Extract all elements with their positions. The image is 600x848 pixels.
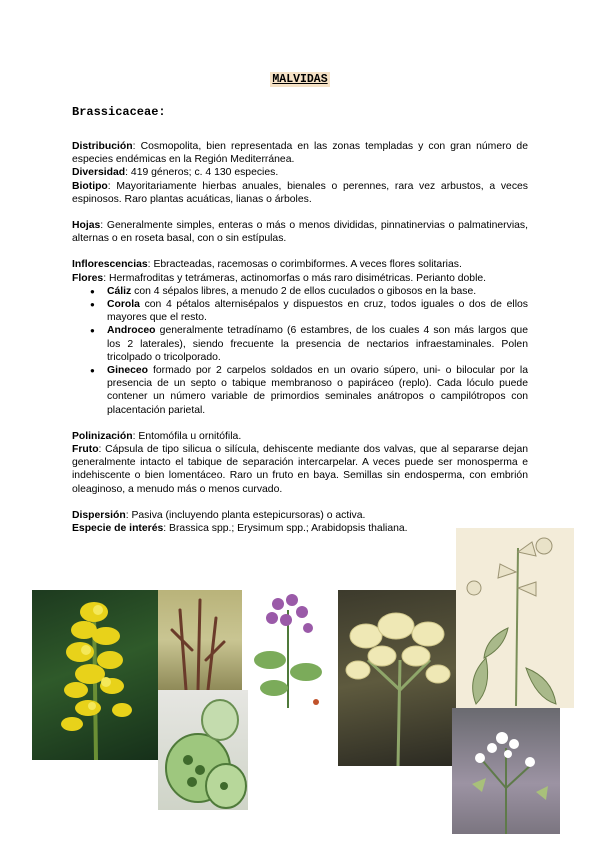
label-especie: Especie de interés (72, 523, 164, 535)
text-caliz: con 4 sépalos libres, a menudo 2 de ellos cuculados o gibosos en la base. (131, 285, 477, 297)
label-dispersion: Dispersión (72, 509, 126, 521)
paragraph-dispersion (72, 509, 528, 522)
photo-cream-flowers (338, 590, 456, 766)
page-title (0, 73, 600, 86)
text-fruto: : Cápsula de tipo silicua o silícula, dehiscente mediante dos valvas, que al separarse dejan generalmente intacto el tabique de separación intercarpelar. A veces puede ser monosperma e indehiscente o bien lomentáceo. Raro un fruto en baya. Semillas sin endosperma, con embrión oleaginoso, a menudo más o menos curvado. (72, 444, 528, 495)
text-androceo: generalmente tetradínamo (6 estambres, de los cuales 4 son más largos que los 2 laterales), siendo frecuente la presencia de nectarios infraestaminales. Polen tricolpado o tricolporado. (107, 325, 528, 363)
text-gineceo: formado por 2 carpelos soldados en un ovario súpero, uni- o bilocular por la presencia de un septo o tabique membranoso o papiráceo (replo). Cada lóculo puede contener un número variable de primordios seminales anátropos o campilótropos con placentación parietal. (107, 365, 528, 416)
photo-white-flowers (452, 708, 560, 834)
label-diversidad: Diversidad (72, 167, 126, 179)
list-item-corola (107, 298, 528, 324)
label-gineceo: Gineceo (107, 365, 148, 377)
paragraph-diversidad (72, 166, 528, 179)
text-biotipo: : Mayoritariamente hierbas anuales, bienales o perennes, rara vez arbustos, a veces espinosos. Raro plantas acuáticas, lianas o árboles. (72, 180, 528, 205)
paragraph-flores (72, 272, 528, 285)
text-polinizacion: : Entomófila u ornitófila. (132, 430, 242, 442)
photo-lunaria-pods (158, 690, 248, 810)
list-item-androceo (107, 324, 528, 364)
paragraph-hojas (72, 219, 528, 245)
family-heading: Brassicaceae: (72, 105, 166, 119)
label-hojas: Hojas (72, 220, 101, 232)
text-inflorescencias: : Ebracteadas, racemosas o corimbiformes. A veces flores solitarias. (147, 259, 462, 271)
label-corola: Corola (107, 299, 140, 311)
text-diversidad: : 419 géneros; c. 4 130 especies. (125, 167, 279, 179)
label-fruto: Fruto (72, 444, 99, 456)
photo-siliques (158, 590, 242, 690)
label-caliz: Cáliz (107, 285, 132, 297)
label-distribucion: Distribución (72, 141, 133, 152)
label-biotipo: Biotipo (72, 180, 108, 192)
paragraph-fruto (72, 443, 528, 496)
label-androceo: Androceo (107, 325, 156, 337)
label-flores: Flores (72, 272, 104, 284)
illustration-botanical-plate (456, 528, 574, 708)
text-distribucion: : Cosmopolita, bien representada en las zonas templadas y con gran número de especies endémicas en la Región Mediterránea. (72, 141, 528, 166)
paragraph-biotipo (72, 180, 528, 206)
paragraph-distribucion (72, 140, 528, 166)
text-hojas: : Generalmente simples, enteras o más o menos divididas, pinnatinervias o palmatinervias, alternas o en roseta basal, con o sin estípulas. (72, 220, 528, 245)
illustration-purple-flowers (248, 590, 330, 710)
label-polinizacion: Polinización (72, 430, 133, 442)
list-item-caliz (107, 285, 528, 298)
text-especie: : Brassica spp.; Erysimum spp.; Arabidopsis thaliana. (163, 523, 408, 535)
list-item-gineceo (107, 364, 528, 417)
photo-yellow-flowers (32, 590, 158, 760)
label-inflorescencias: Inflorescencias (72, 259, 148, 271)
description-body (72, 140, 528, 535)
text-dispersion: : Pasiva (incluyendo planta estepicursoras) o activa. (125, 509, 366, 521)
text-corola: con 4 pétalos alternisépalos y dispuestos en cruz, todos iguales o dos de ellos mayores que el resto. (107, 299, 528, 324)
paragraph-inflorescencias (72, 258, 528, 271)
page-title-text: MALVIDAS (272, 73, 328, 86)
paragraph-polinizacion (72, 430, 528, 443)
text-flores: : Hermafroditas y tetrámeras, actinomorfas o más raro disimétricas. Perianto doble. (103, 272, 487, 284)
flower-organs-list (72, 285, 528, 417)
